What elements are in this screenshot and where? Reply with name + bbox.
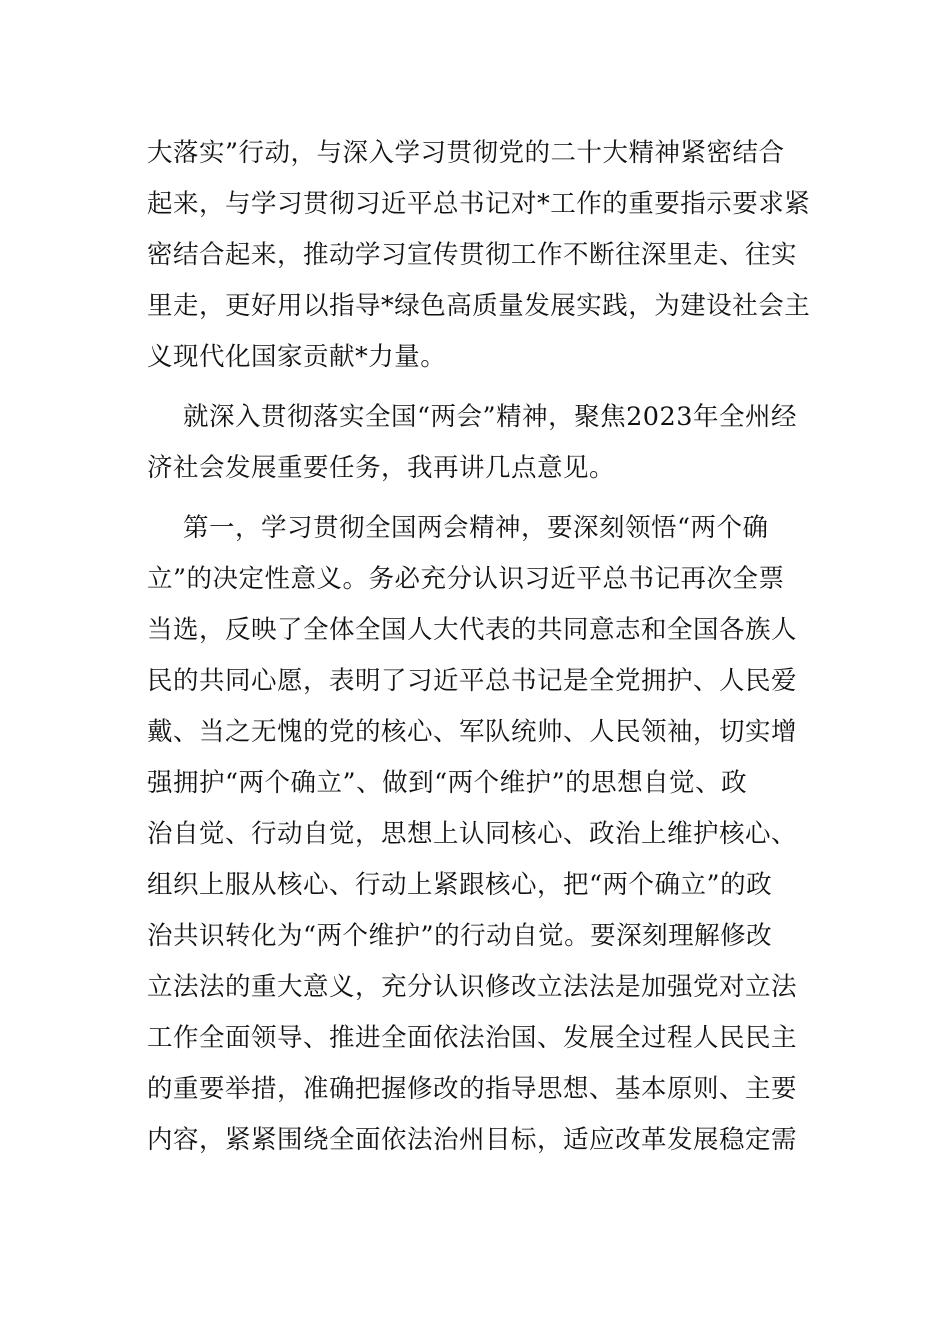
- paragraph-3: [147, 503, 817, 1166]
- text-line: 就深入贯彻落实全国“两会”精神，聚焦2023年全州经: [183, 402, 797, 432]
- text-line: 组织上服从核心、行动上紧跟核心，把“两个确立”的政: [147, 870, 773, 900]
- text-line: 强拥护“两个确立”、做到“两个维护”的思想自觉、政: [147, 768, 748, 798]
- text-line: 当选，反映了全体全国人大代表的共同意志和全国各族人: [147, 615, 798, 645]
- text-line: 起来，与学习贯彻习近平总书记对*工作的重要指示要求紧: [147, 189, 811, 219]
- text-line: 里走，更好用以指导*绿色高质量发展实践，为建设社会主: [147, 291, 811, 321]
- text-line: 立”的决定性意义。务必充分认识习近平总书记再次全票: [147, 564, 785, 594]
- text-line: 济社会发展重要任务，我再讲几点意见。: [147, 453, 616, 483]
- text-line: 工作全面领导、推进全面依法治国、发展全过程人民民主: [147, 1023, 798, 1053]
- text-line: 治共识转化为“两个维护”的行动自觉。要深刻理解修改: [147, 921, 773, 951]
- body-text: [147, 128, 817, 1166]
- text-line: 内容，紧紧围绕全面依法治州目标，适应改革发展稳定需: [147, 1125, 798, 1155]
- text-line: 治自觉、行动自觉，思想上认同核心、政治上维护核心、: [147, 819, 798, 849]
- text-line: 大落实”行动，与深入学习贯彻党的二十大精神紧密结合: [147, 138, 785, 168]
- paragraph-1: [147, 128, 817, 383]
- text-line: 的重要举措，准确把握修改的指导思想、基本原则、主要: [147, 1074, 798, 1104]
- text-line: 立法法的重大意义，充分认识修改立法法是加强党对立法: [147, 972, 798, 1002]
- text-line: 第一，学习贯彻全国两会精神，要深刻领悟“两个确: [183, 513, 769, 543]
- paragraph-2: [147, 392, 817, 494]
- text-line: 民的共同心愿，表明了习近平总书记是全党拥护、人民爱: [147, 666, 798, 696]
- text-line: 戴、当之无愧的党的核心、军队统帅、人民领袖，切实增: [147, 717, 798, 747]
- text-line: 密结合起来，推动学习宣传贯彻工作不断往深里走、往实: [147, 240, 798, 270]
- text-line: 义现代化国家贡献*力量。: [147, 342, 447, 372]
